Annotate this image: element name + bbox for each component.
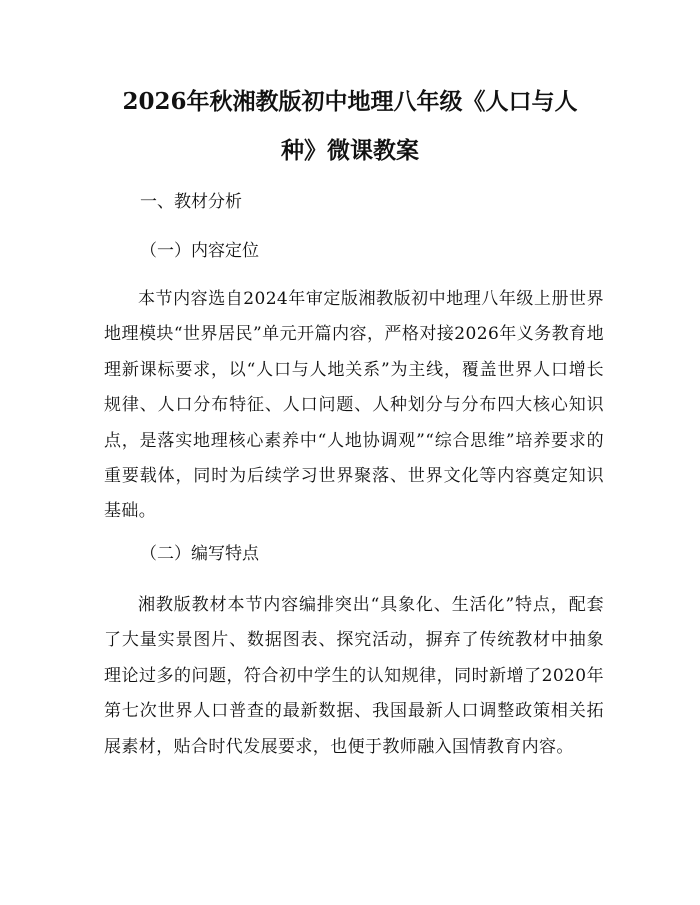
document-title-line-2: 种》微课教案	[281, 137, 419, 164]
subsection-heading-writing-features: （二）编写特点	[140, 544, 259, 564]
subsection-heading-content-positioning: （一）内容定位	[140, 241, 259, 261]
paragraph-content-positioning: 本节内容选自2024年审定版湘教版初中地理八年级上册世界地理模块“世界居民”单元开篇内容，严格对接2026年义务教育地理新课标要求，以“人口与人地关系”为主线，覆盖世界人口增长规律、人口分布特征、人口问题、人种划分与分布四大核心知识点，是落实地理核心素养中“人地协调观”“综合思维”培养要求的重要载体，同时为后续学习世界聚落、世界文化等内容奠定知识基础。	[104, 289, 604, 522]
paragraph-writing-features: 湘教版教材本节内容编排突出“具象化、生活化”特点，配套了大量实景图片、数据图表、探究活动，摒弃了传统教材中抽象理论过多的问题，符合初中学生的认知规律，同时新增了2020年第七次世界人口普查的最新数据、我国最新人口调整政策相关拓展素材，贴合时代发展要求，也便于教师融入国情教育内容。	[104, 595, 604, 757]
document-title-line-1: 2026年秋湘教版初中地理八年级《人口与人	[122, 88, 578, 115]
section-heading-textbook-analysis: 一、教材分析	[140, 192, 242, 212]
